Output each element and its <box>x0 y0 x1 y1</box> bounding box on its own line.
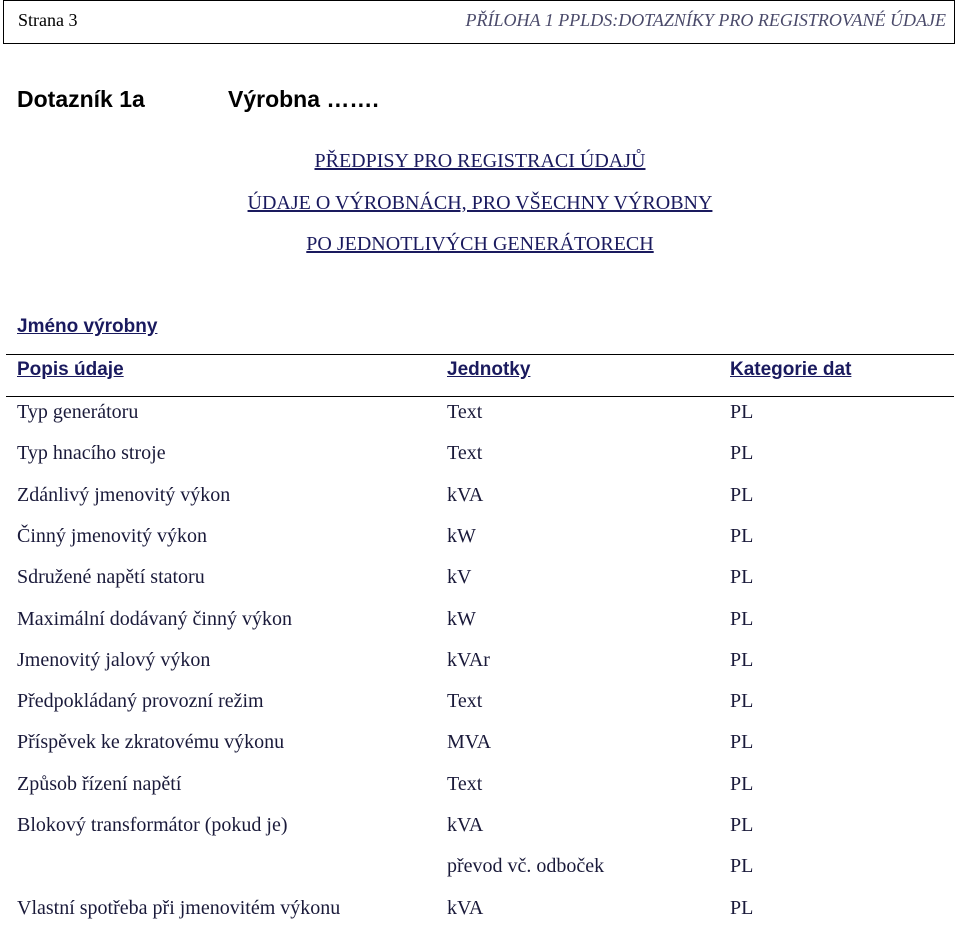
table-row <box>0 855 960 896</box>
row-unit: Text <box>447 773 483 795</box>
row-unit: kV <box>447 566 472 588</box>
table-header-rule <box>6 396 954 397</box>
table-row <box>0 690 960 731</box>
row-unit: Text <box>447 401 483 423</box>
row-category: PL <box>730 525 754 547</box>
appendix-title: PŘÍLOHA 1 PPLDS:DOTAZNÍKY PRO REGISTROVANÉ ÚDAJE <box>465 10 946 30</box>
row-category: PL <box>730 897 754 919</box>
row-description: Typ generátoru <box>17 401 139 423</box>
row-unit: kVAr <box>447 649 490 671</box>
table-row <box>0 731 960 772</box>
row-description: Maximální dodávaný činný výkon <box>17 608 292 630</box>
row-description: Činný jmenovitý výkon <box>17 525 207 547</box>
row-category: PL <box>730 773 754 795</box>
row-category: PL <box>730 855 754 877</box>
page-number: Strana 3 <box>18 10 78 30</box>
page-header <box>3 0 955 44</box>
row-category: PL <box>730 401 754 423</box>
row-description: Příspěvek ke zkratovému výkonu <box>17 731 285 753</box>
row-description: Zdánlivý jmenovitý výkon <box>17 484 231 506</box>
row-description: Vlastní spotřeba při jmenovitém výkonu <box>17 897 341 919</box>
table-row <box>0 401 960 442</box>
table-row <box>0 442 960 483</box>
section-heading-1: PŘEDPISY PRO REGISTRACI ÚDAJŮ <box>314 150 646 172</box>
questionnaire-subject: Výrobna ……. <box>228 86 379 112</box>
table-row <box>0 484 960 525</box>
row-description: Sdružené napětí statoru <box>17 566 205 588</box>
table-row <box>0 525 960 566</box>
row-description: Způsob řízení napětí <box>17 773 182 795</box>
row-description: Typ hnacího stroje <box>17 442 166 464</box>
row-category: PL <box>730 442 754 464</box>
row-description: Předpokládaný provozní režim <box>17 690 264 712</box>
table-row <box>0 814 960 855</box>
row-unit: kW <box>447 608 476 630</box>
row-unit: MVA <box>447 731 492 753</box>
row-category: PL <box>730 690 754 712</box>
table-row <box>0 608 960 649</box>
row-description: Jmenovitý jalový výkon <box>17 649 211 671</box>
table-row <box>0 897 960 938</box>
table-row <box>0 773 960 814</box>
row-description: Blokový transformátor (pokud je) <box>17 814 288 836</box>
row-unit: kVA <box>447 814 484 836</box>
section-heading-3: PO JEDNOTLIVÝCH GENERÁTORECH <box>306 233 654 255</box>
column-header-description: Popis údaje <box>17 359 124 380</box>
row-unit: převod vč. odboček <box>447 855 605 877</box>
column-header-units: Jednotky <box>447 359 531 380</box>
table-row <box>0 649 960 690</box>
row-unit: Text <box>447 442 483 464</box>
row-category: PL <box>730 484 754 506</box>
questionnaire-id: Dotazník 1a <box>17 86 145 112</box>
row-category: PL <box>730 731 754 753</box>
row-category: PL <box>730 566 754 588</box>
section-heading-2: ÚDAJE O VÝROBNÁCH, PRO VŠECHNY VÝROBNY <box>247 192 713 214</box>
plant-name-label: Jméno výrobny <box>17 316 158 337</box>
row-unit: kW <box>447 525 476 547</box>
table-row <box>0 566 960 607</box>
row-category: PL <box>730 608 754 630</box>
row-unit: kVA <box>447 484 484 506</box>
table-top-rule <box>6 354 954 355</box>
row-category: PL <box>730 649 754 671</box>
row-category: PL <box>730 814 754 836</box>
row-unit: kVA <box>447 897 484 919</box>
column-header-category: Kategorie dat <box>730 359 852 380</box>
row-unit: Text <box>447 690 483 712</box>
